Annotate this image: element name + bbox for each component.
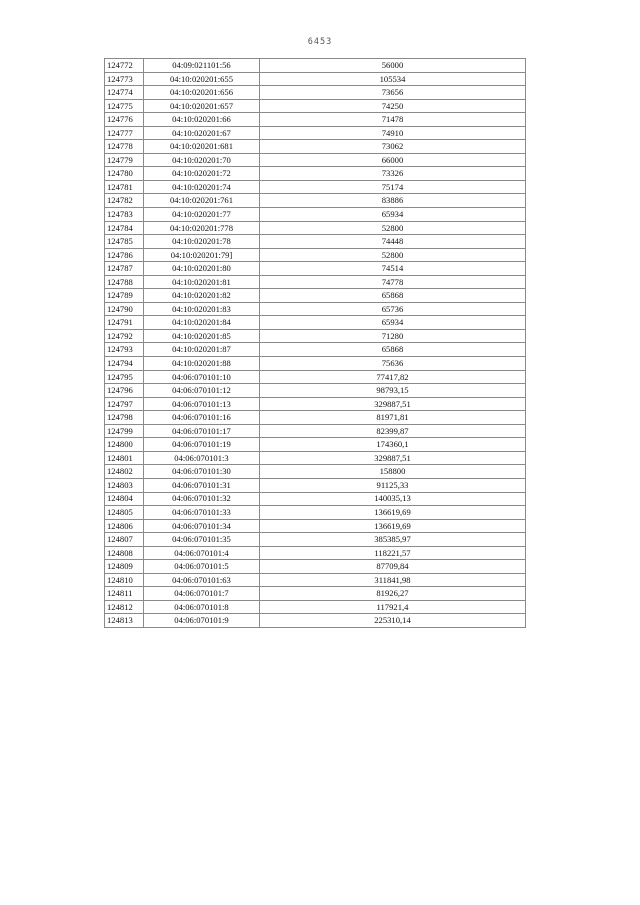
table-row (105, 438, 526, 452)
value-cell: 65934 (260, 208, 526, 222)
value-cell: 65736 (260, 302, 526, 316)
record-id-cell: 124788 (105, 275, 144, 289)
value-cell: 75174 (260, 180, 526, 194)
cadastral-number-cell: 04:10:020201:82 (144, 289, 260, 303)
cadastral-number-cell: 04:10:020201:88 (144, 357, 260, 371)
table-row (105, 86, 526, 100)
cadastral-number-cell: 04:06:070101:3 (144, 451, 260, 465)
value-cell: 71280 (260, 329, 526, 343)
value-cell: 91125,33 (260, 478, 526, 492)
table-row (105, 397, 526, 411)
value-cell: 385385,97 (260, 533, 526, 547)
record-id-cell: 124811 (105, 587, 144, 601)
record-id-cell: 124778 (105, 140, 144, 154)
table-row (105, 99, 526, 113)
table-row (105, 533, 526, 547)
cadastral-number-cell: 04:10:020201:657 (144, 99, 260, 113)
cadastral-number-cell: 04:06:070101:12 (144, 384, 260, 398)
value-cell: 75636 (260, 357, 526, 371)
value-cell: 56000 (260, 59, 526, 73)
record-id-cell: 124803 (105, 478, 144, 492)
record-id-cell: 124807 (105, 533, 144, 547)
value-cell: 311841,98 (260, 573, 526, 587)
table-row (105, 289, 526, 303)
record-id-cell: 124787 (105, 262, 144, 276)
value-cell: 65868 (260, 289, 526, 303)
value-cell: 140035,13 (260, 492, 526, 506)
record-id-cell: 124790 (105, 302, 144, 316)
table-row (105, 411, 526, 425)
table-row (105, 262, 526, 276)
cadastral-number-cell: 04:06:070101:17 (144, 424, 260, 438)
table-body (105, 59, 526, 628)
cadastral-number-cell: 04:10:020201:761 (144, 194, 260, 208)
table-row (105, 478, 526, 492)
cadastral-number-cell: 04:10:020201:81 (144, 275, 260, 289)
table-row (105, 59, 526, 73)
cadastral-number-cell: 04:10:020201:74 (144, 180, 260, 194)
value-cell: 73062 (260, 140, 526, 154)
cadastral-number-cell: 04:10:020201:85 (144, 329, 260, 343)
table-row (105, 384, 526, 398)
cadastral-number-cell: 04:06:070101:30 (144, 465, 260, 479)
value-cell: 329887,51 (260, 451, 526, 465)
record-id-cell: 124797 (105, 397, 144, 411)
cadastral-number-cell: 04:10:020201:66 (144, 113, 260, 127)
cadastral-number-cell: 04:10:020201:655 (144, 72, 260, 86)
value-cell: 136619,69 (260, 519, 526, 533)
table-row (105, 560, 526, 574)
value-cell: 329887,51 (260, 397, 526, 411)
cadastral-number-cell: 04:06:070101:63 (144, 573, 260, 587)
table-row (105, 235, 526, 249)
record-id-cell: 124809 (105, 560, 144, 574)
record-id-cell: 124792 (105, 329, 144, 343)
cadastral-number-cell: 04:10:020201:778 (144, 221, 260, 235)
record-id-cell: 124810 (105, 573, 144, 587)
value-cell: 65868 (260, 343, 526, 357)
value-cell: 74778 (260, 275, 526, 289)
record-id-cell: 124782 (105, 194, 144, 208)
record-id-cell: 124776 (105, 113, 144, 127)
record-id-cell: 124772 (105, 59, 144, 73)
record-id-cell: 124774 (105, 86, 144, 100)
table-row (105, 587, 526, 601)
record-id-cell: 124813 (105, 614, 144, 628)
cadastral-number-cell: 04:10:020201:80 (144, 262, 260, 276)
record-id-cell: 124794 (105, 357, 144, 371)
table-row (105, 113, 526, 127)
cadastral-number-cell: 04:10:020201:87 (144, 343, 260, 357)
table-row (105, 614, 526, 628)
record-id-cell: 124780 (105, 167, 144, 181)
page-number: 6453 (307, 37, 333, 47)
record-id-cell: 124791 (105, 316, 144, 330)
record-id-cell: 124773 (105, 72, 144, 86)
record-id-cell: 124785 (105, 235, 144, 249)
cadastral-number-cell: 04:06:070101:13 (144, 397, 260, 411)
table-row (105, 465, 526, 479)
table-row (105, 194, 526, 208)
record-id-cell: 124786 (105, 248, 144, 262)
table-row (105, 167, 526, 181)
cadastral-number-cell: 04:06:070101:34 (144, 519, 260, 533)
value-cell: 174360,1 (260, 438, 526, 452)
record-id-cell: 124799 (105, 424, 144, 438)
value-cell: 66000 (260, 153, 526, 167)
value-cell: 65934 (260, 316, 526, 330)
cadastral-number-cell: 04:06:070101:9 (144, 614, 260, 628)
table-row (105, 451, 526, 465)
value-cell: 74514 (260, 262, 526, 276)
cadastral-number-cell: 04:10:020201:84 (144, 316, 260, 330)
cadastral-number-cell: 04:06:070101:31 (144, 478, 260, 492)
value-cell: 74448 (260, 235, 526, 249)
value-cell: 74910 (260, 126, 526, 140)
table-row (105, 72, 526, 86)
cadastral-number-cell: 04:06:070101:7 (144, 587, 260, 601)
cadastral-number-cell: 04:06:070101:16 (144, 411, 260, 425)
record-id-cell: 124798 (105, 411, 144, 425)
value-cell: 73326 (260, 167, 526, 181)
value-cell: 225310,14 (260, 614, 526, 628)
value-cell: 117921,4 (260, 600, 526, 614)
table-row (105, 316, 526, 330)
table-row (105, 506, 526, 520)
value-cell: 98793,15 (260, 384, 526, 398)
table-row (105, 126, 526, 140)
table-row (105, 370, 526, 384)
record-id-cell: 124806 (105, 519, 144, 533)
record-id-cell: 124802 (105, 465, 144, 479)
table-row (105, 180, 526, 194)
table-row (105, 302, 526, 316)
cadastral-number-cell: 04:06:070101:8 (144, 600, 260, 614)
cadastral-number-cell: 04:10:020201:681 (144, 140, 260, 154)
cadastral-number-cell: 04:06:070101:19 (144, 438, 260, 452)
value-cell: 118221,57 (260, 546, 526, 560)
record-id-cell: 124793 (105, 343, 144, 357)
cadastral-number-cell: 04:06:070101:35 (144, 533, 260, 547)
value-cell: 158800 (260, 465, 526, 479)
table-row (105, 343, 526, 357)
record-id-cell: 124808 (105, 546, 144, 560)
table-row (105, 519, 526, 533)
table-row (105, 275, 526, 289)
cadastral-number-cell: 04:10:020201:656 (144, 86, 260, 100)
record-id-cell: 124804 (105, 492, 144, 506)
value-cell: 81971,81 (260, 411, 526, 425)
cadastral-number-cell: 04:10:020201:79] (144, 248, 260, 262)
cadastral-number-cell: 04:06:070101:10 (144, 370, 260, 384)
table-row (105, 208, 526, 222)
table-row (105, 424, 526, 438)
cadastral-number-cell: 04:10:020201:72 (144, 167, 260, 181)
record-id-cell: 124805 (105, 506, 144, 520)
record-id-cell: 124783 (105, 208, 144, 222)
record-id-cell: 124789 (105, 289, 144, 303)
table-row (105, 573, 526, 587)
value-cell: 81926,27 (260, 587, 526, 601)
table-row (105, 600, 526, 614)
record-id-cell: 124796 (105, 384, 144, 398)
record-id-cell: 124812 (105, 600, 144, 614)
table-row (105, 357, 526, 371)
record-id-cell: 124795 (105, 370, 144, 384)
cadastral-number-cell: 04:06:070101:4 (144, 546, 260, 560)
record-id-cell: 124779 (105, 153, 144, 167)
table-row (105, 248, 526, 262)
cadastral-number-cell: 04:10:020201:83 (144, 302, 260, 316)
value-cell: 87709,84 (260, 560, 526, 574)
cadastral-number-cell: 04:10:020201:77 (144, 208, 260, 222)
value-cell: 105534 (260, 72, 526, 86)
cadastral-number-cell: 04:06:070101:33 (144, 506, 260, 520)
table-row (105, 140, 526, 154)
table-row (105, 153, 526, 167)
data-table (104, 58, 526, 628)
value-cell: 82399,87 (260, 424, 526, 438)
table-row (105, 221, 526, 235)
value-cell: 74250 (260, 99, 526, 113)
record-id-cell: 124777 (105, 126, 144, 140)
value-cell: 136619,69 (260, 506, 526, 520)
cadastral-number-cell: 04:06:070101:5 (144, 560, 260, 574)
table-row (105, 329, 526, 343)
record-id-cell: 124781 (105, 180, 144, 194)
record-id-cell: 124775 (105, 99, 144, 113)
value-cell: 77417,82 (260, 370, 526, 384)
cadastral-number-cell: 04:09:021101:56 (144, 59, 260, 73)
cadastral-number-cell: 04:10:020201:70 (144, 153, 260, 167)
cadastral-number-cell: 04:10:020201:67 (144, 126, 260, 140)
value-cell: 52800 (260, 221, 526, 235)
value-cell: 71478 (260, 113, 526, 127)
record-id-cell: 124784 (105, 221, 144, 235)
record-id-cell: 124800 (105, 438, 144, 452)
record-id-cell: 124801 (105, 451, 144, 465)
value-cell: 73656 (260, 86, 526, 100)
value-cell: 52800 (260, 248, 526, 262)
cadastral-number-cell: 04:10:020201:78 (144, 235, 260, 249)
table-row (105, 492, 526, 506)
value-cell: 83886 (260, 194, 526, 208)
cadastral-number-cell: 04:06:070101:32 (144, 492, 260, 506)
table-row (105, 546, 526, 560)
